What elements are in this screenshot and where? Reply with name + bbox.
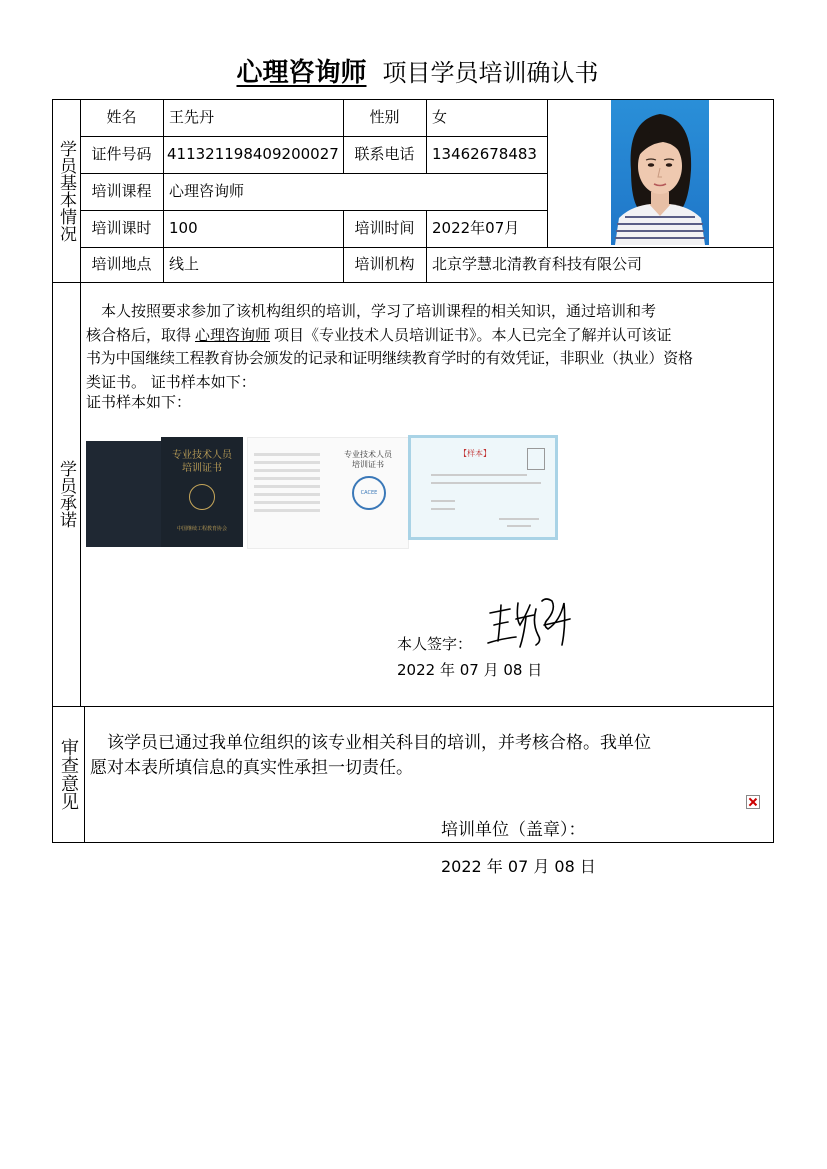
time-label: 培训时间 [354, 219, 415, 237]
commit-line-4: 类证书。 证书样本如下： [86, 372, 256, 391]
gender-value: 女 [432, 108, 448, 126]
name-value: 王先丹 [169, 108, 215, 126]
commit-line-1: 本人按照要求参加了该机构组织的培训，学习了培训课程的相关知识，通过培训和考 [101, 302, 657, 320]
certificate-inner-image [247, 437, 409, 549]
review-date: 2022 年 07 月 08 日 [441, 857, 596, 876]
time-value: 2022年07月 [432, 219, 520, 237]
handwritten-signature [486, 595, 576, 655]
course-label: 培训课程 [91, 182, 152, 200]
commit-date: 2022 年 07 月 08 日 [397, 660, 543, 679]
phone-label: 联系电话 [354, 145, 415, 163]
inner-emblem-icon: CACEE [352, 476, 386, 510]
cover-line-1: 专业技术人员 [172, 450, 232, 461]
org-label: 培训机构 [354, 255, 415, 273]
inner-line-1: 专业技术人员 [344, 450, 392, 459]
review-line-2: 愿对本表所填信息的真实性承担一切责任。 [90, 758, 413, 778]
cover-org: 中国继续工程教育协会 [176, 526, 227, 532]
sample-tag: 【样本】 [459, 449, 491, 458]
title-rest: 项目学员培训确认书 [382, 59, 599, 87]
section-label-review [52, 706, 84, 842]
name-label: 姓名 [106, 108, 137, 126]
place-label: 培训地点 [91, 255, 152, 273]
gender-label: 性别 [369, 108, 400, 126]
commit-line-5: 证书样本如下： [86, 393, 192, 411]
certificate-cover-image [161, 437, 243, 547]
commitment-text [86, 300, 770, 415]
commit-line-2 [86, 324, 770, 348]
page-title [0, 52, 827, 89]
section-label-basic [52, 99, 80, 282]
commit-line-2a: 核合格后，取得 [86, 325, 192, 344]
course-value: 心理咨询师 [169, 182, 245, 200]
inner-line-2: 培训证书 [352, 460, 384, 469]
org-value: 北京学慧北清教育科技有限公司 [432, 255, 643, 273]
section-label-commit-text: 学员承诺 [56, 460, 76, 528]
review-text [90, 731, 766, 781]
place-value: 线上 [169, 255, 200, 273]
portrait-image [611, 100, 709, 245]
commit-line-3: 书为中国继续工程教育协会颁发的记录和证明继续教育学时的有效凭证，非职业（执业）资格 [86, 349, 693, 367]
certificate-cover-title [169, 449, 235, 475]
section-label-review-text: 审查意见 [58, 738, 79, 810]
id-label: 证件号码 [91, 145, 152, 163]
student-photo [611, 100, 709, 245]
title-course: 心理咨询师 [236, 58, 367, 88]
commit-line-2b: 项目《专业技术人员培训证书》。本人已完全了解并认可该证 [274, 325, 672, 344]
section-label-commit [52, 282, 80, 706]
section-label-basic-text: 学员基本情况 [56, 139, 76, 242]
id-value: 411321198409200027 [167, 145, 339, 163]
review-line-1: 该学员已通过我单位组织的该专业相关科目的培训，并考核合格。我单位 [107, 733, 651, 753]
seal-label: 培训单位（盖章）： [441, 819, 586, 840]
cover-emblem-icon [189, 484, 215, 510]
cover-line-2: 培训证书 [182, 463, 222, 474]
hours-value: 100 [169, 219, 198, 237]
seal-image-placeholder-icon [746, 795, 760, 809]
certificate-sample-image [408, 435, 558, 540]
commit-course-underlined: 心理咨询师 [195, 325, 271, 344]
inner-left-page [254, 448, 320, 517]
sign-label: 本人签字： [397, 634, 473, 653]
inner-right-title [332, 450, 404, 470]
phone-value: 13462678483 [432, 145, 537, 163]
sample-photo-box [527, 448, 545, 470]
certificate-back-image [86, 441, 162, 547]
hours-label: 培训课时 [91, 219, 152, 237]
